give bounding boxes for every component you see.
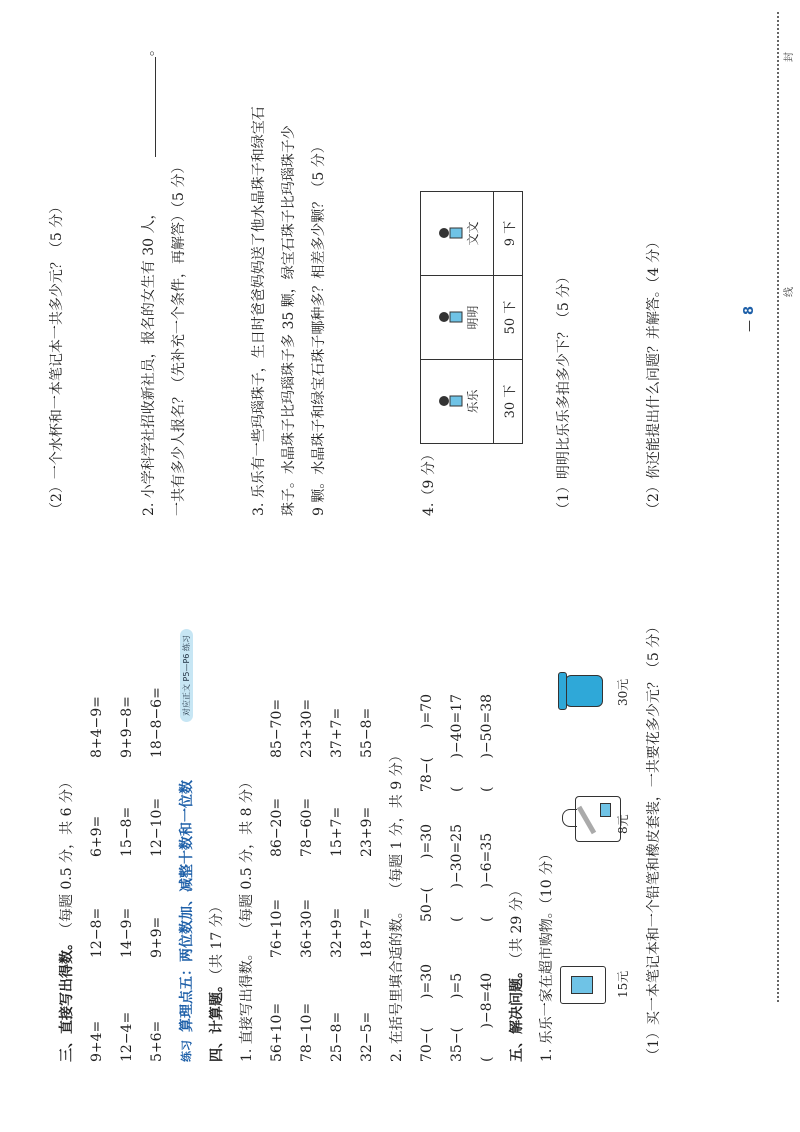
s3-score: （每题 0.5 分，共 6 分） xyxy=(59,775,75,936)
q3-line3: 9 颗。水晶珠子和绿宝石珠子哪种多？相差多少颗？（5 分） xyxy=(311,139,327,516)
q41-r4c3: 23+9= xyxy=(359,806,375,857)
q41-r3c3: 15+7= xyxy=(329,806,345,857)
binding-dotted-line xyxy=(777,12,779,1002)
kid-cell-2 xyxy=(421,276,494,360)
cup-price: 30元 xyxy=(616,678,630,706)
q2-blank xyxy=(155,57,156,157)
q41-r4c2: 18+7= xyxy=(359,907,375,958)
banner-icon: 练习 xyxy=(180,1040,193,1062)
q41-r3c1: 25−8= xyxy=(329,1011,345,1062)
q41-score: （每题 0.5 分，共 8 分） xyxy=(239,775,255,936)
binding-mark-seal: 封 xyxy=(784,52,795,62)
q41-text: 1. 直接写出得数。 xyxy=(239,946,255,1062)
s4-title: 四、计算题。 xyxy=(209,978,225,1062)
kid-name-2: 明明 xyxy=(465,305,480,330)
q3-line1: 3. 乐乐有一些玛瑙珠子，生日时爸爸妈妈送了他水晶珠子和绿宝石 xyxy=(251,106,267,516)
notebook-icon xyxy=(560,966,606,1004)
s3-title: 三、直接写出得数。 xyxy=(59,936,75,1062)
q41-r4c4: 55−8= xyxy=(359,707,375,758)
s4-score: （共 17 分） xyxy=(209,899,225,982)
child-icon xyxy=(438,391,464,413)
s3-r3c2: 9+9= xyxy=(149,916,165,958)
s3-r2c3: 15−8= xyxy=(119,806,135,857)
s3-r3c1: 5+6= xyxy=(149,1020,165,1062)
s3-r1c3: 6+9= xyxy=(89,815,105,857)
q42-r3c2: ( )−6=35 xyxy=(479,832,495,922)
q2-end: 。 xyxy=(141,42,157,56)
q41-r1c3: 86−20= xyxy=(269,797,285,857)
pat-ball-table xyxy=(420,191,523,444)
q51-p2: （2）一个水杯和一本笔记本一共多少元？（5 分） xyxy=(49,199,65,516)
q4-p1: （1）明明比乐乐多拍多少下？（5 分） xyxy=(556,269,572,516)
kid-cell-3 xyxy=(421,192,494,276)
q41-r2c3: 78−60= xyxy=(299,797,315,857)
kid-value-3: 9 下 xyxy=(494,192,523,276)
s3-r3c3: 12−10= xyxy=(149,797,165,857)
s3-r2c2: 14−9= xyxy=(119,907,135,958)
kid-name-3: 文文 xyxy=(465,221,480,246)
s5-title: 五、解决问题。 xyxy=(509,964,525,1062)
banner-title: 算理点五：两位数加、减整十数和一位数 xyxy=(179,780,195,1032)
binding-mark-line: 线 xyxy=(784,287,795,297)
s5-score: （共 29 分） xyxy=(509,883,525,966)
q41-r1c2: 76+10= xyxy=(269,898,285,958)
q4-text: 4.（9 分） xyxy=(421,447,437,516)
cup-icon xyxy=(565,675,603,707)
s3-r2c1: 12−4= xyxy=(119,1011,135,1062)
q42-r3c1: ( )−8=40 xyxy=(479,972,495,1062)
q42-r1c2: 50−( )=30 xyxy=(419,823,435,922)
page-dash: — xyxy=(742,320,756,332)
q42-r2c2: ( )−30=25 xyxy=(449,823,465,922)
notebook-price: 15元 xyxy=(616,970,630,998)
pencil-eraser-set-price: 8元 xyxy=(616,814,630,834)
q3-line2: 珠子。水晶珠子比玛瑙珠子多 35 颗，绿宝石珠子比玛瑙珠子少 xyxy=(281,125,297,516)
q41-r1c1: 56+10= xyxy=(269,1002,285,1062)
q51-text: 1. 乐乐一家在超市购物。（10 分） xyxy=(539,846,555,1062)
q42-r2c3: ( )−40=17 xyxy=(449,693,465,792)
s3-r3c4: 18−8−6= xyxy=(149,687,165,758)
q42-text: 2. 在括号里填合适的数。 xyxy=(389,904,405,1062)
q41-r2c4: 23+30= xyxy=(299,698,315,758)
kid-cell-1 xyxy=(421,360,494,444)
child-icon xyxy=(438,223,464,245)
q41-r1c4: 85−70= xyxy=(269,698,285,758)
s3-r1c2: 12−8= xyxy=(89,907,105,958)
s3-r1c1: 9+4= xyxy=(89,1020,105,1062)
q51-p1: （1）买一本笔记本和一个铅笔和橡皮套装，一共要花多少元？（5 分） xyxy=(646,619,662,1062)
s3-r2c4: 9+9−8= xyxy=(119,696,135,758)
q41-r2c2: 36+30= xyxy=(299,898,315,958)
banner-tag: 对应正文 P5—P6 练习 xyxy=(180,629,193,722)
q42-r1c1: 70−( )=30 xyxy=(419,963,435,1062)
q4-p2: （2）你还能提出什么问题？并解答。（4 分） xyxy=(646,234,662,516)
q41-r3c2: 32+9= xyxy=(329,907,345,958)
s3-r1c4: 8+4−9= xyxy=(89,696,105,758)
q2-line2: 一共有多少人报名？（先补充一个条件，再解答）（5 分） xyxy=(171,159,187,516)
q42-r1c3: 78−( )=70 xyxy=(419,693,435,792)
q2-line1: 2. 小学科学社招收新社员，报名的女生有 30 人， xyxy=(141,205,157,516)
q42-r2c1: 35−( )=5 xyxy=(449,972,465,1062)
kid-name-1: 乐乐 xyxy=(465,389,480,414)
kid-value-2: 50 下 xyxy=(494,276,523,360)
child-icon xyxy=(438,307,464,329)
q41-r3c4: 37+7= xyxy=(329,707,345,758)
q41-r4c1: 32−5= xyxy=(359,1011,375,1062)
q41-r2c1: 78−10= xyxy=(299,1002,315,1062)
page-number: 8 xyxy=(742,305,757,315)
kid-value-1: 30 下 xyxy=(494,360,523,444)
q42-score: （每题 1 分，共 9 分） xyxy=(389,748,405,896)
q42-r3c3: ( )−50=38 xyxy=(479,693,495,792)
